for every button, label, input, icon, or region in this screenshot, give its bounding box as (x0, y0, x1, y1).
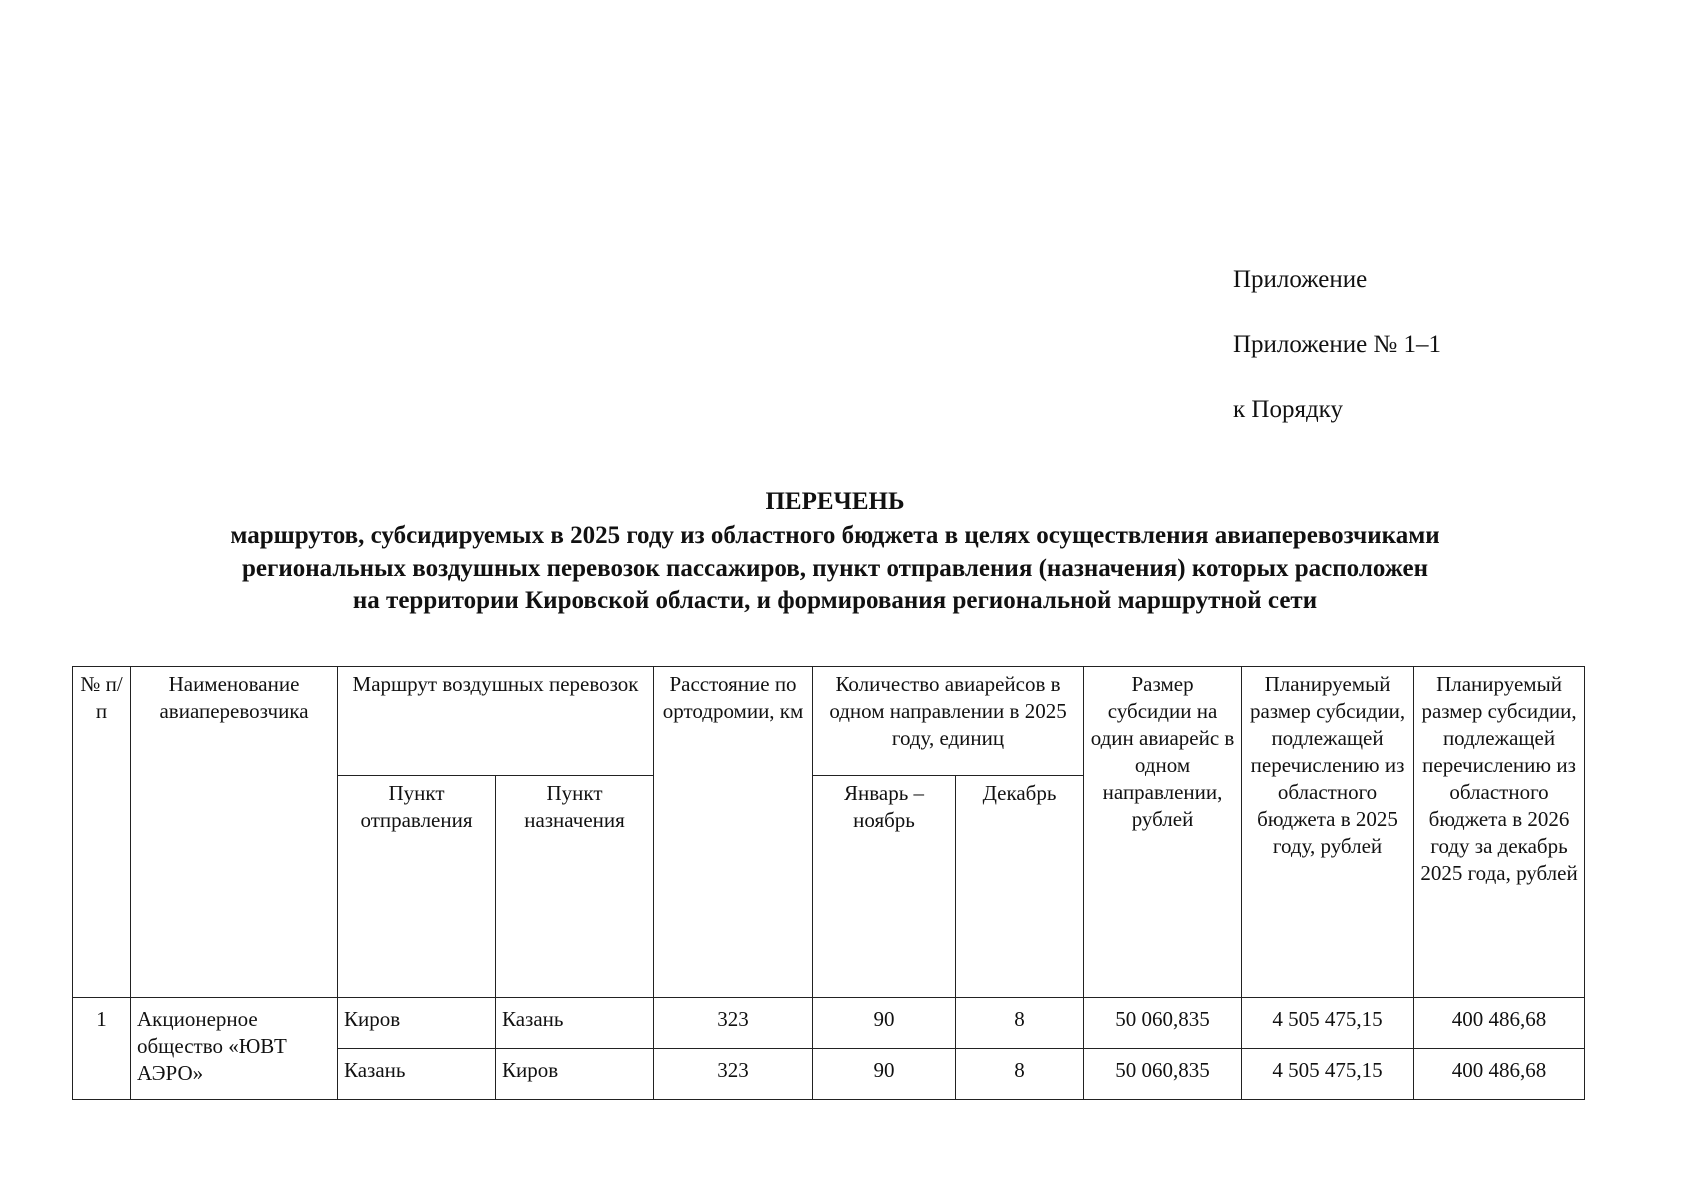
cell-dec: 8 (956, 1049, 1084, 1100)
header-planned-2025: Планируемый размер субсидии, подлежащей перечислению из областного бюджета в 2025 году, рублей (1242, 667, 1414, 998)
cell-departure: Казань (338, 1049, 496, 1100)
appendix-label: Приложение (1233, 266, 1368, 293)
cell-destination: Киров (496, 1049, 654, 1100)
cell-planned-2025: 4 505 475,15 (1242, 998, 1414, 1049)
cell-jan-nov: 90 (813, 1049, 956, 1100)
cell-destination: Казань (496, 998, 654, 1049)
header-route: Маршрут воздушных перевозок (338, 667, 654, 776)
appendix-reference: к Порядку (1233, 396, 1343, 423)
row-number: 1 (73, 998, 131, 1100)
cell-distance: 323 (654, 1049, 813, 1100)
header-departure: Пункт отправления (338, 776, 496, 998)
header-carrier: Наименование авиаперевозчика (131, 667, 338, 998)
header-jan-nov: Январь – ноябрь (813, 776, 956, 998)
cell-planned-2026: 400 486,68 (1414, 998, 1585, 1049)
carrier-name: Акционерное общество «ЮВТ АЭРО» (131, 998, 338, 1100)
document-title-line-1: маршрутов, субсидируемых в 2025 году из областного бюджета в целях осуществления авиаперевозчиками (230, 522, 1440, 549)
cell-planned-2026: 400 486,68 (1414, 1049, 1585, 1100)
header-num: № п/п (73, 667, 131, 998)
table-row (73, 998, 1585, 1049)
cell-dec: 8 (956, 998, 1084, 1049)
document-heading: ПЕРЕЧЕНЬ (765, 488, 905, 515)
header-planned-2026: Планируемый размер субсидии, подлежащей перечислению из областного бюджета в 2026 году за декабрь 2025 года, рублей (1414, 667, 1585, 998)
header-distance: Расстояние по ортодромии, км (654, 667, 813, 998)
cell-per-flight: 50 060,835 (1084, 998, 1242, 1049)
document-title-line-3: на территории Кировской области, и формирования региональной маршрутной сети (352, 587, 1318, 614)
cell-departure: Киров (338, 998, 496, 1049)
cell-jan-nov: 90 (813, 998, 956, 1049)
cell-distance: 323 (654, 998, 813, 1049)
header-destination: Пункт назначения (496, 776, 654, 998)
cell-planned-2025: 4 505 475,15 (1242, 1049, 1414, 1100)
document-title-line-2: региональных воздушных перевозок пассажиров, пункт отправления (назначения) которых расположен (241, 555, 1429, 582)
header-flights: Количество авиарейсов в одном направлении в 2025 году, единиц (813, 667, 1084, 776)
appendix-number: Приложение № 1–1 (1233, 331, 1442, 358)
cell-per-flight: 50 060,835 (1084, 1049, 1242, 1100)
header-dec: Декабрь (956, 776, 1084, 998)
header-subsidy-per-flight: Размер субсидии на один авиарейс в одном направлении, рублей (1084, 667, 1242, 998)
routes-table (72, 666, 1585, 1100)
